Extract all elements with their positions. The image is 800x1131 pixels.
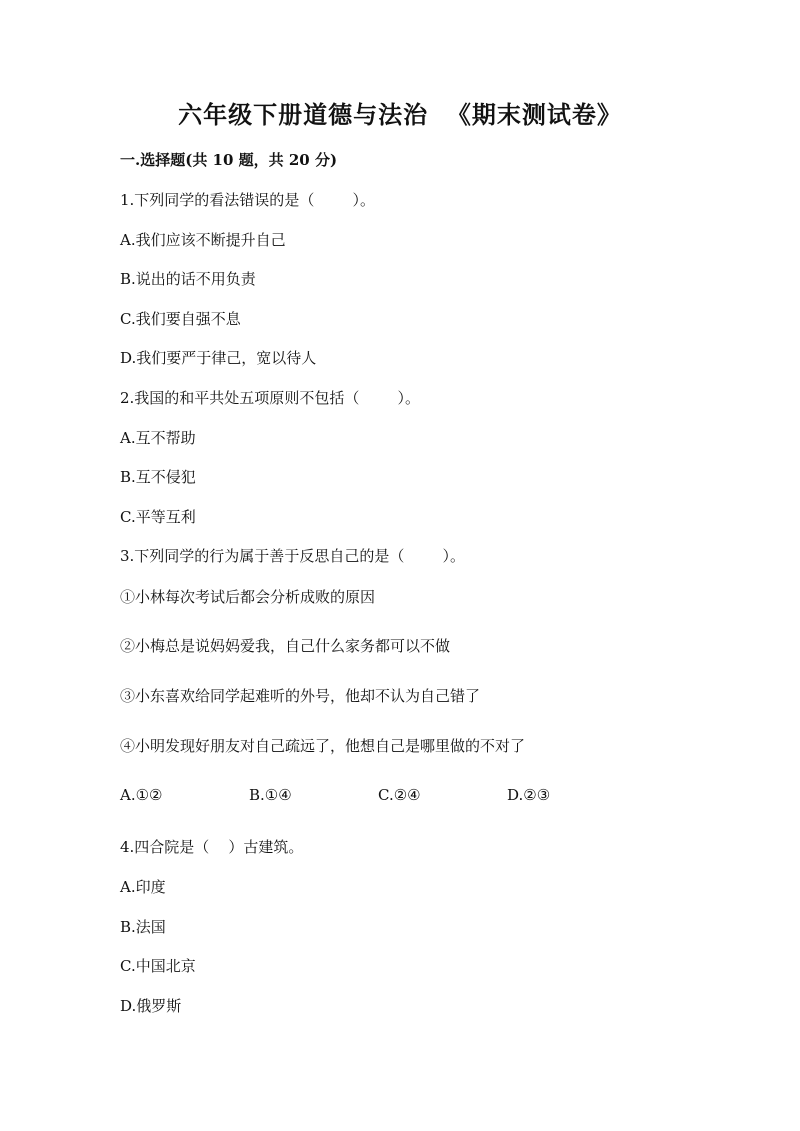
question-2-option-a: A.互不帮助 (120, 429, 196, 447)
question-3-option-c: C.②④ (378, 786, 421, 804)
question-3-option-b: B.①④ (249, 786, 292, 804)
question-3-item-1: ①小林每次考试后都会分析成败的原因 (120, 588, 376, 606)
question-2-stem: 2.我国的和平共处五项原则不包括（ ）。 (120, 389, 420, 407)
question-1-option-d: D.我们要严于律己，宽以待人 (120, 349, 317, 367)
question-4-stem: 4.四合院是（ ）古建筑。 (120, 838, 304, 856)
question-2-option-c: C.平等互利 (120, 508, 196, 526)
question-3-item-3: ③小东喜欢给同学起难听的外号，他却不认为自己错了 (120, 687, 481, 705)
question-4-option-b: B.法国 (120, 918, 166, 936)
question-1-option-a: A.我们应该不断提升自己 (120, 231, 286, 249)
question-1-option-b: B.说出的话不用负责 (120, 270, 256, 288)
question-4-option-a: A.印度 (120, 878, 166, 896)
question-2-option-b: B.互不侵犯 (120, 468, 196, 486)
question-3-item-2: ②小梅总是说妈妈爱我，自己什么家务都可以不做 (120, 637, 451, 655)
question-4-option-c: C.中国北京 (120, 957, 196, 975)
question-3-item-4: ④小明发现好朋友对自己疏远了，他想自己是哪里做的不对了 (120, 737, 526, 755)
question-3-option-a: A.①② (120, 786, 163, 804)
question-3-options (120, 786, 720, 808)
question-3-option-d: D.②③ (507, 786, 551, 804)
section-heading: 一.选择题(共 10 题，共 20 分) (120, 151, 338, 169)
question-1-stem: 1.下列同学的看法错误的是（ ）。 (120, 191, 375, 209)
question-3-stem: 3.下列同学的行为属于善于反思自己的是（ ）。 (120, 547, 465, 565)
page-title: 六年级下册道德与法治 《期末测试卷》 (178, 100, 622, 129)
question-4-option-d: D.俄罗斯 (120, 997, 182, 1015)
question-1-option-c: C.我们要自强不息 (120, 310, 241, 328)
